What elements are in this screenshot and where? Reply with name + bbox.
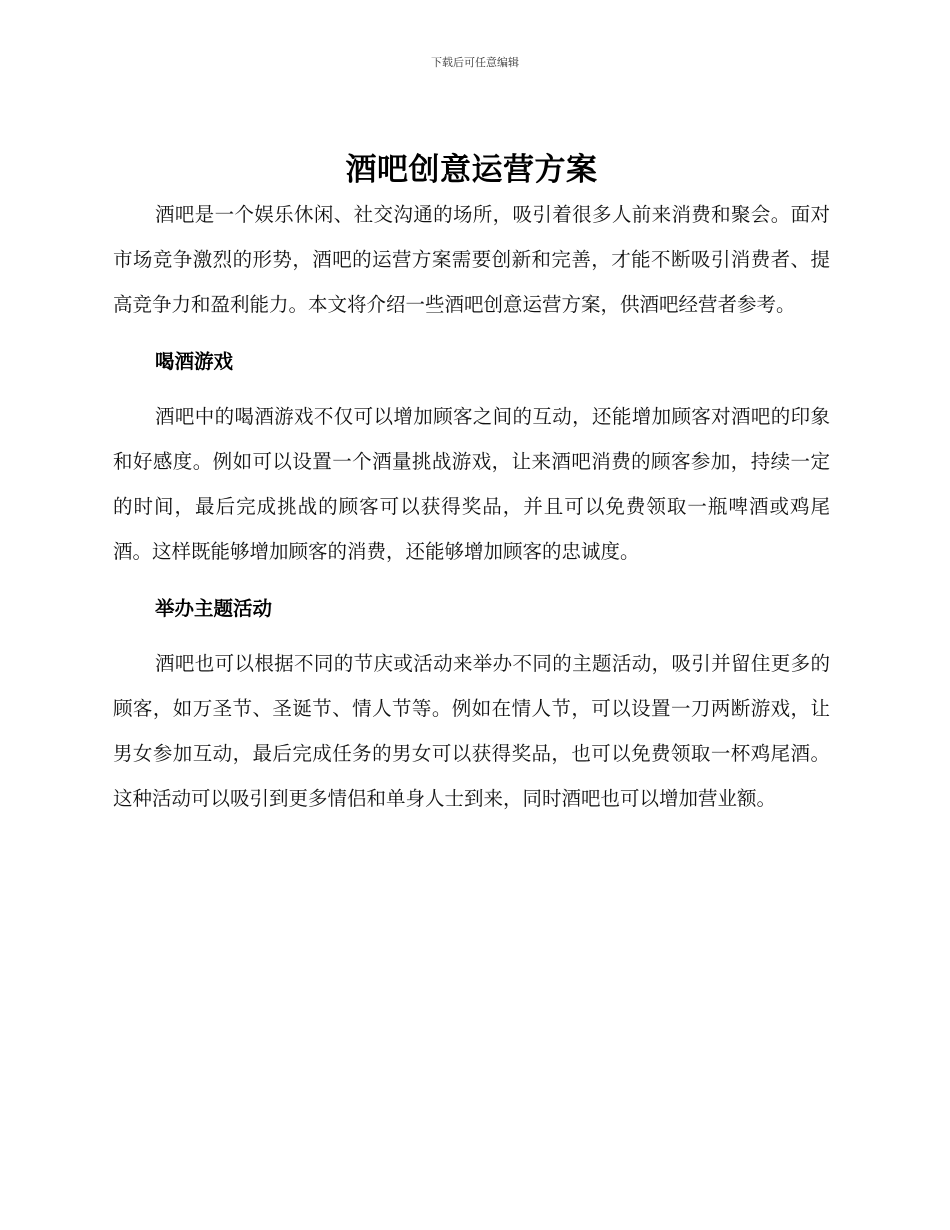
header-note: 下载后可任意编辑 [431, 56, 519, 69]
spacer [113, 327, 830, 339]
document-content [113, 148, 830, 821]
intro-paragraph: 酒吧是一个娱乐休闲、社交沟通的场所，吸引着很多人前来消费和聚会。面对市场竞争激烈的形势，酒吧的运营方案需要创新和完善，才能不断吸引消费者、提高竞争力和盈利能力。本文将介绍一些酒吧创意运营方案，供酒吧经营者参考。 [113, 203, 830, 316]
section-body-drinking-games: 酒吧中的喝酒游戏不仅可以增加顾客之间的互动，还能增加顾客对酒吧的印象和好感度。例如可以设置一个酒量挑战游戏，让来酒吧消费的顾客参加，持续一定的时间，最后完成挑战的顾客可以获得奖品，并且可以免费领取一瓶啤酒或鸡尾酒。这样既能够增加顾客的消费，还能够增加顾客的忠诚度。 [113, 405, 830, 563]
section-body-theme-events: 酒吧也可以根据不同的节庆或活动来举办不同的主题活动，吸引并留住更多的顾客，如万圣节、圣诞节、情人节等。例如在情人节，可以设置一刀两断游戏，让男女参加互动，最后完成任务的男女可以获得奖品，也可以免费领取一杯鸡尾酒。这种活动可以吸引到更多情侣和单身人士到来，同时酒吧也可以增加营业额。 [113, 652, 830, 810]
section-heading-drinking-games: 喝酒游戏 [155, 350, 234, 373]
spacer [113, 631, 830, 641]
document-title: 酒吧创意运营方案 [345, 152, 598, 188]
spacer [113, 574, 830, 586]
section-heading-theme-events: 举办主题活动 [155, 597, 273, 620]
spacer [113, 384, 830, 394]
